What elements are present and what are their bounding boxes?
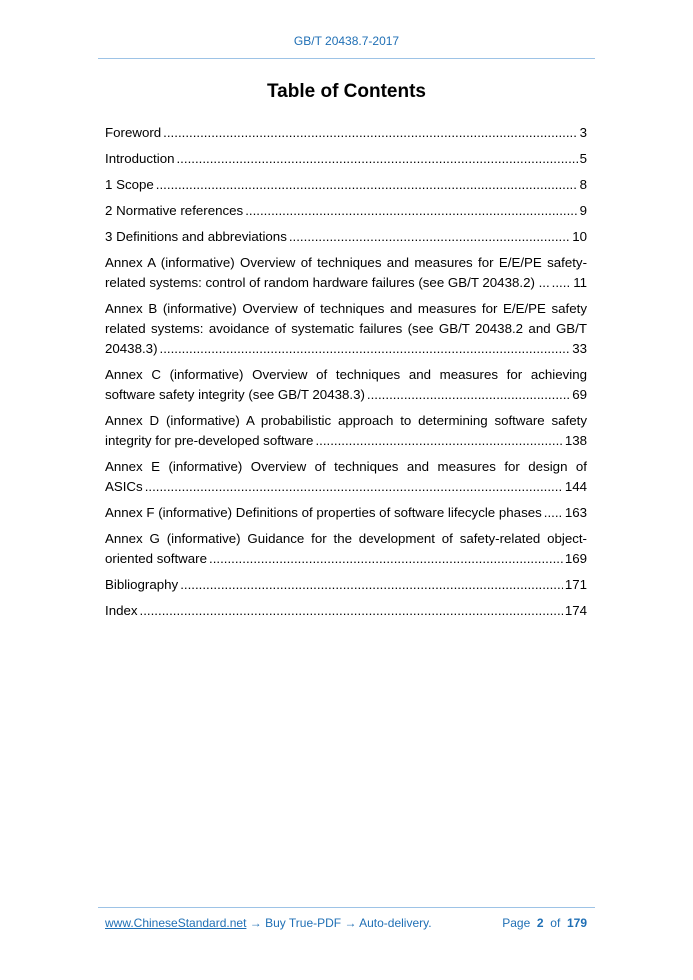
dot-leader [552,273,572,293]
toc-entry-title: related systems: control of random hardware failures (see GB/T 20438.2) ... [105,273,551,293]
toc-entry-title: Annex G (informative) Guidance for the development of safety-related object- [105,531,587,546]
toc-entry[interactable] [105,503,587,523]
toc-entry-title: related systems: avoidance of systematic failures (see GB/T 20438.2 and GB/T [105,321,587,336]
toc-entry-title: oriented software [105,549,208,569]
toc-page-number: 69 [571,385,587,405]
toc-entry-title: Annex E (informative) Overview of techniques and measures for design of [105,459,587,474]
toc-entry-title: 3 Definitions and abbreviations [105,227,288,247]
toc-entry[interactable] [105,365,587,405]
toc-page-number: 5 [579,149,587,169]
dot-leader [140,601,563,621]
dot-leader [163,123,577,143]
toc-entry-title: Introduction [105,149,175,169]
page-indicator [502,916,587,930]
toc-page-number: 9 [579,201,587,221]
toc-entry[interactable] [105,149,587,169]
toc-entry-title: integrity for pre-developed software [105,431,314,451]
toc-entry[interactable] [105,253,587,293]
toc-entry[interactable] [105,575,587,595]
toc-entry-title: software safety integrity (see GB/T 20438.3) [105,385,366,405]
footer-divider [98,907,595,908]
dot-leader [156,175,578,195]
footer-promo [105,916,432,930]
header-divider [98,58,595,59]
toc-entry[interactable] [105,411,587,451]
current-page-number: 2 [536,916,544,930]
dot-leader [176,149,577,169]
toc-entry-title: Annex F (informative) Definitions of properties of software lifecycle phases [105,503,543,523]
dot-leader [367,385,570,405]
toc-entry[interactable] [105,175,587,195]
toc-entry[interactable] [105,299,587,359]
toc-entry[interactable] [105,123,587,143]
page-title: Table of Contents [266,81,427,102]
dot-leader [180,575,563,595]
dot-leader [160,339,571,359]
toc-entry-title: 2 Normative references [105,201,244,221]
footer-tagline: → Buy True-PDF → Auto-delivery. [246,916,432,930]
dot-leader [544,503,563,523]
toc-entry-title: Bibliography [105,575,179,595]
toc-entry-title: Index [105,601,139,621]
toc-entry[interactable] [105,529,587,569]
website-link[interactable]: www.ChineseStandard.net [105,916,247,930]
toc-entry-title: Foreword [105,123,162,143]
page-header [98,34,595,48]
toc-page-number: 33 [571,339,587,359]
page-label: Page [502,916,531,930]
standard-code: GB/T 20438.7-2017 [293,34,400,48]
toc-entry-title: Annex B (informative) Overview of techniques and measures for E/E/PE safety [105,301,587,316]
toc-page-number: 138 [564,431,587,451]
toc-entry-title: Annex C (informative) Overview of techniques and measures for achieving [105,367,587,382]
dot-leader [209,549,563,569]
page-footer [105,916,587,930]
toc-entry[interactable] [105,227,587,247]
toc-entry[interactable] [105,201,587,221]
toc-page-number: 163 [564,503,587,523]
toc-entry-title: 1 Scope [105,175,155,195]
toc-entry-title: Annex D (informative) A probabilistic approach to determining software safety [105,413,587,428]
page-of-label: of [550,916,561,930]
toc-entry[interactable] [105,457,587,497]
toc-page-number: 171 [564,575,587,595]
toc-page-number: 169 [564,549,587,569]
dot-leader [245,201,577,221]
toc-page-number: 174 [564,601,587,621]
toc-page-number: 8 [579,175,587,195]
toc-entry[interactable] [105,601,587,621]
toc-page-number: 144 [564,477,587,497]
toc-page-number: 11 [572,273,587,293]
toc-entry-title: 20438.3) [105,339,159,359]
total-pages-number: 179 [566,916,587,930]
toc-page-number: 3 [579,123,587,143]
toc-page-number: 10 [571,227,587,247]
toc-entry-title: ASICs [105,477,144,497]
dot-leader [145,477,563,497]
dot-leader [315,431,562,451]
table-of-contents [105,123,587,621]
toc-entry-title: Annex A (informative) Overview of techniques and measures for E/E/PE safety- [105,255,587,270]
dot-leader [289,227,570,247]
